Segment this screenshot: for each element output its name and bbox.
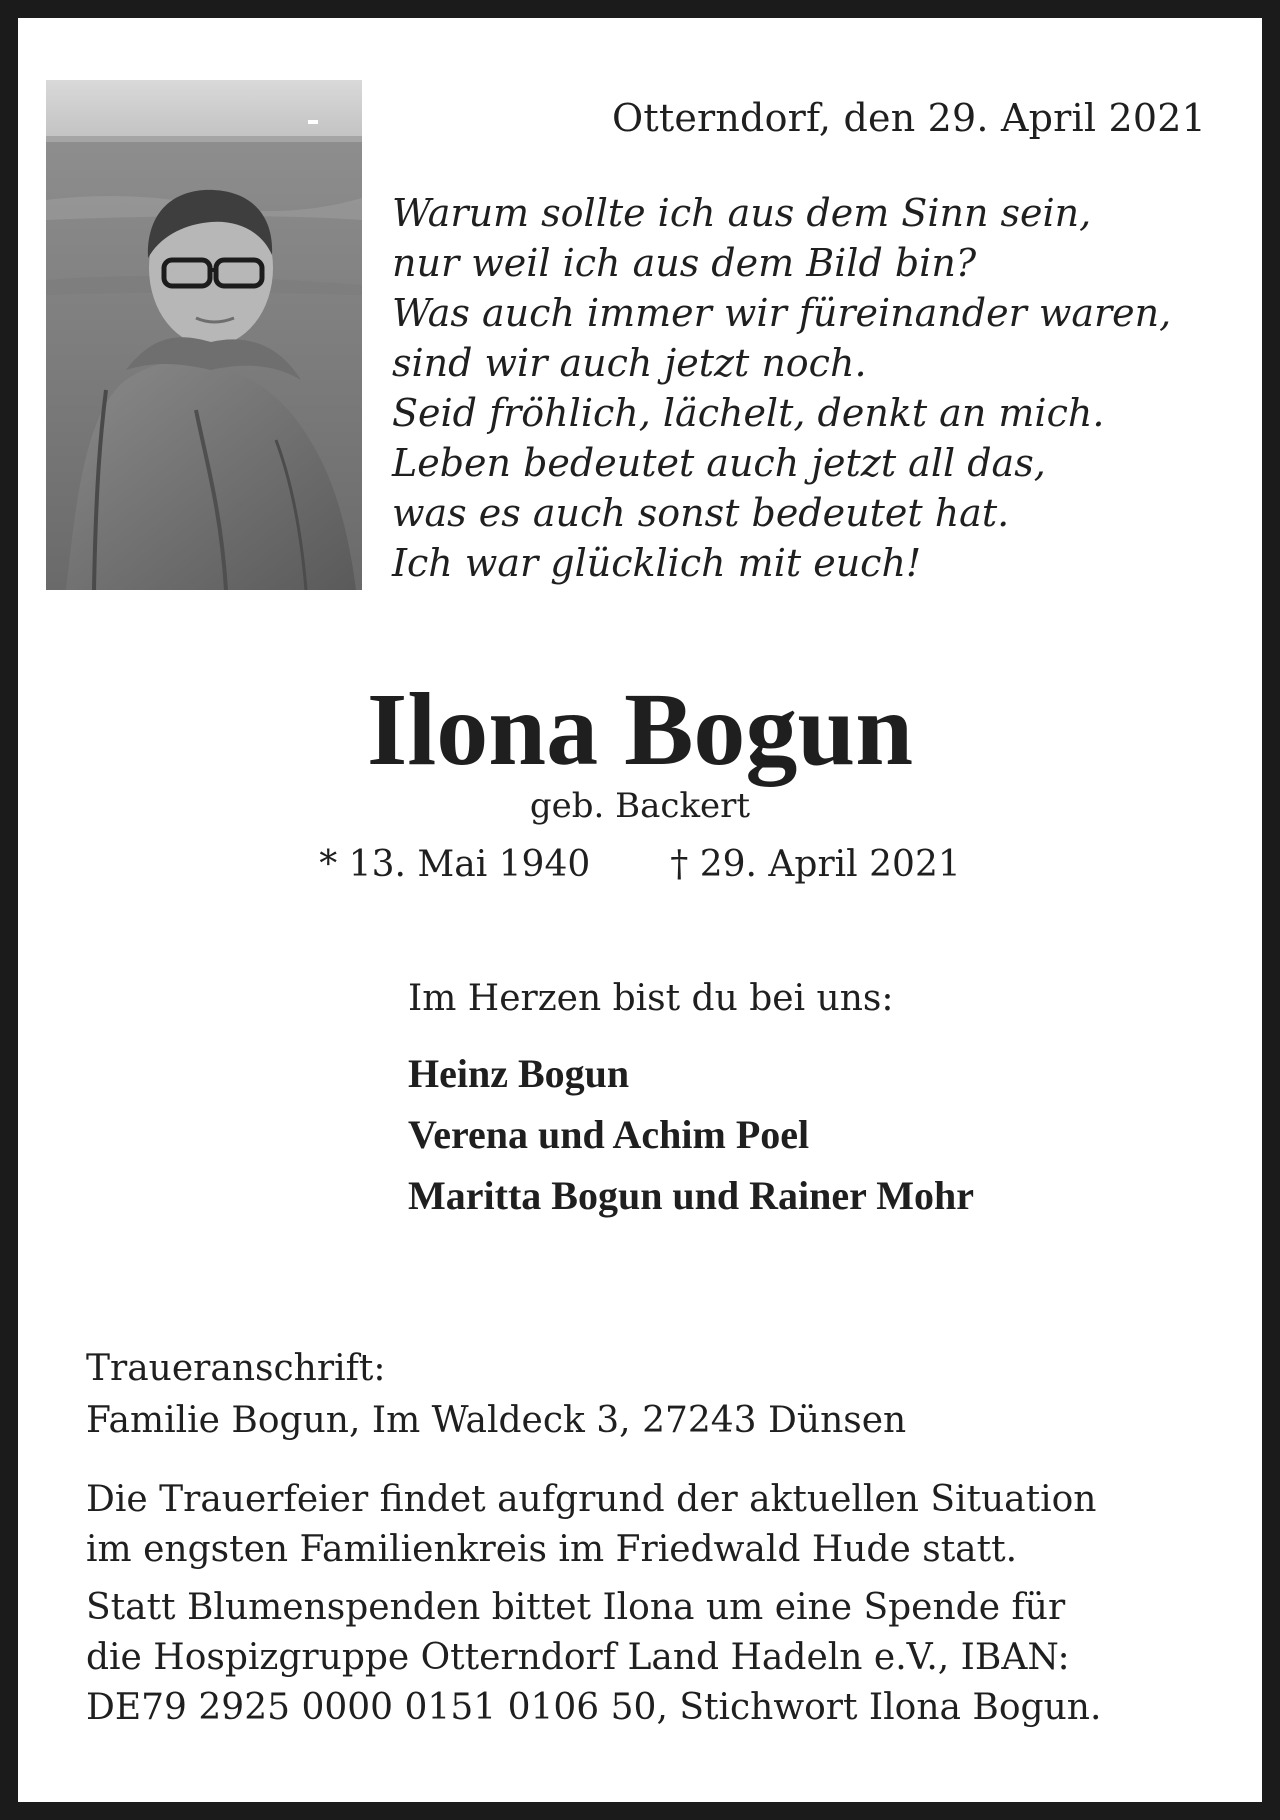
poem-line: Seid fröhlich, lächelt, denkt an mich.	[392, 391, 1105, 435]
funeral-notice-line: Die Trauerfeier findet aufgrund der aktuellen Situation	[86, 1479, 1097, 1520]
donation-notice-line: die Hospizgruppe Otterndorf Land Hadeln e.V., IBAN:	[86, 1637, 1070, 1678]
funeral-notice-line: im engsten Familienkreis im Friedwald Hude statt.	[86, 1529, 1018, 1570]
portrait-photo	[46, 80, 362, 590]
poem-line: sind wir auch jetzt noch.	[392, 341, 867, 385]
poem-line: Ich war glücklich mit euch!	[392, 541, 922, 585]
mourning-address	[86, 1343, 906, 1447]
poem-line: was es auch sonst bedeutet hat.	[392, 491, 1010, 535]
address-label: Traueranschrift:	[86, 1348, 386, 1389]
donation-notice-line: Statt Blumenspenden bittet Ilona um eine Spende für	[86, 1587, 1066, 1628]
mourners-list	[408, 1043, 974, 1226]
mourners-intro: Im Herzen bist du bei uns:	[408, 978, 894, 1019]
address-value: Familie Bogun, Im Waldeck 3, 27243 Dünsen	[86, 1400, 907, 1441]
birth-date: * 13. Mai 1940	[319, 844, 591, 885]
death-date: † 29. April 2021	[670, 844, 961, 885]
donation-notice	[86, 1583, 1222, 1733]
funeral-notice	[86, 1475, 1222, 1575]
life-dates	[18, 844, 1262, 885]
mourner-name: Maritta Bogun und Rainer Mohr	[408, 1173, 974, 1218]
birth-name: geb. Backert	[529, 786, 751, 826]
mourner-name: Heinz Bogun	[408, 1051, 630, 1096]
portrait-image	[46, 80, 362, 590]
poem-line: Leben bedeutet auch jetzt all das,	[392, 441, 1046, 485]
poem	[392, 188, 1232, 588]
deceased-name: Ilona Bogun	[366, 672, 914, 787]
donation-notice-line: DE79 2925 0000 0151 0106 50, Stichwort Ilona Bogun.	[86, 1687, 1102, 1728]
poem-line: Was auch immer wir füreinander waren,	[392, 291, 1172, 335]
mourner-name: Verena und Achim Poel	[408, 1112, 810, 1157]
place-and-date: Otterndorf, den 29. April 2021	[612, 96, 1206, 140]
poem-line: nur weil ich aus dem Bild bin?	[392, 241, 977, 285]
poem-line: Warum sollte ich aus dem Sinn sein,	[392, 191, 1092, 235]
